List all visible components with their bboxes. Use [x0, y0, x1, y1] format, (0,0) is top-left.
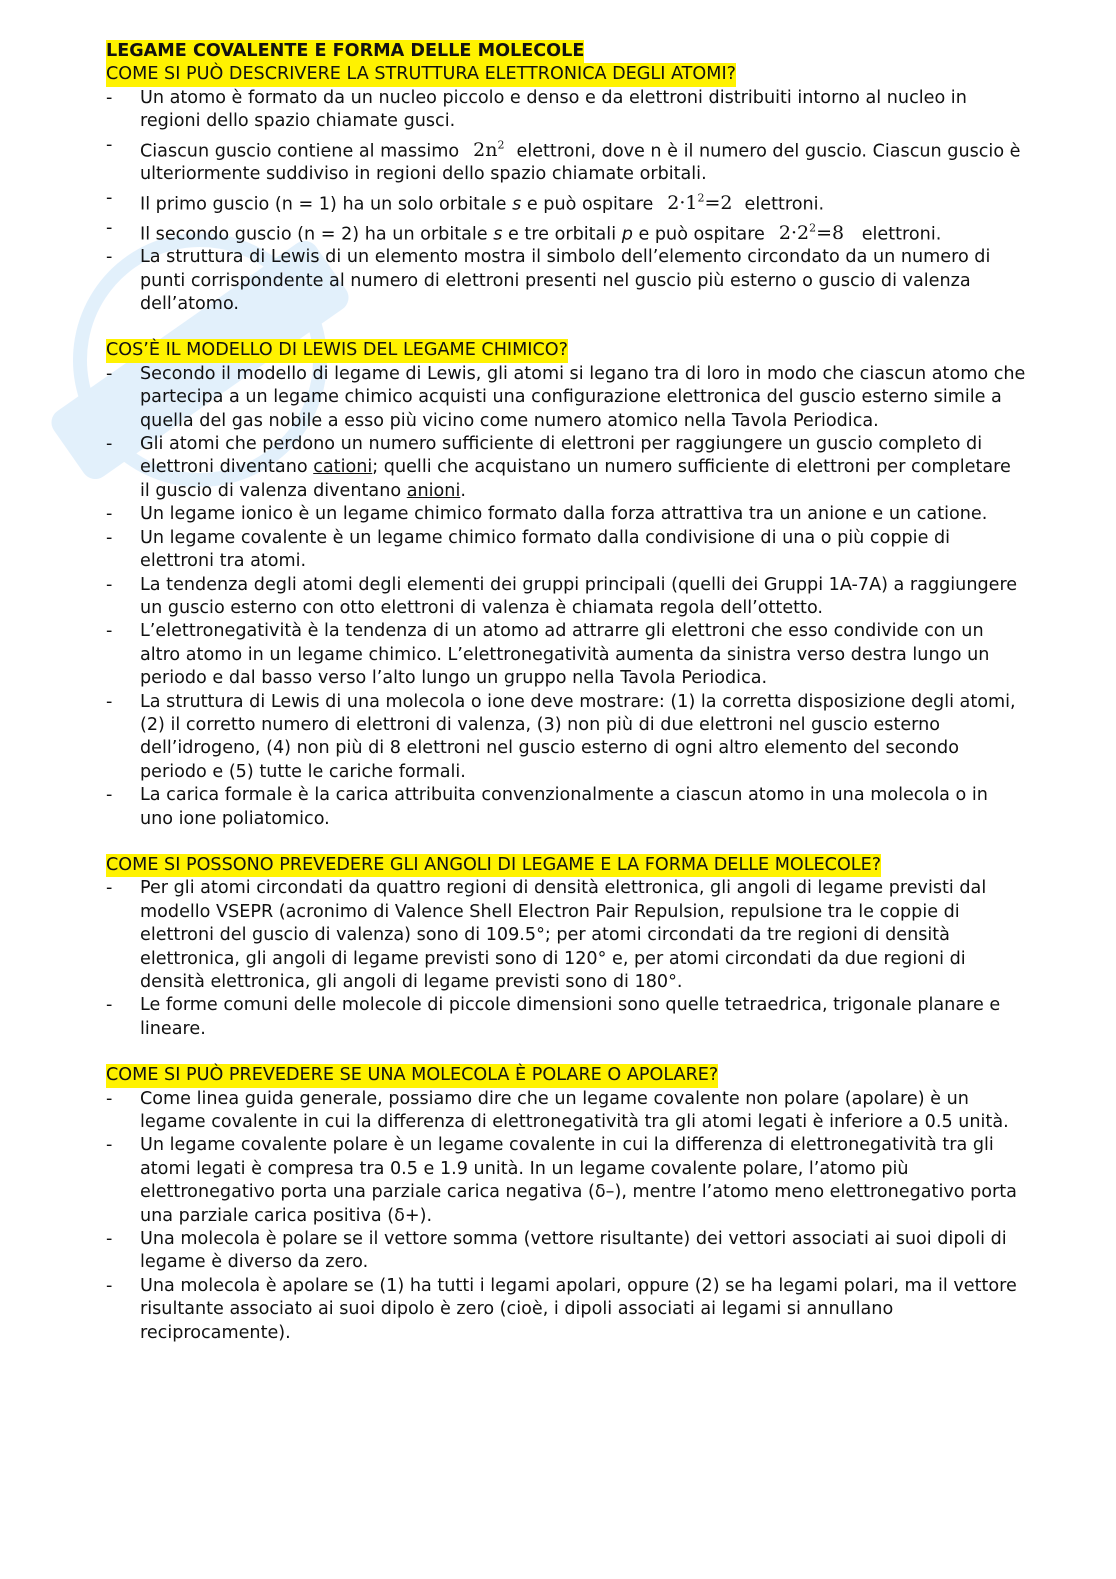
bullet-marker: -: [106, 878, 113, 899]
bullet-marker: -: [106, 134, 113, 155]
list-item: - La tendenza degli atomi degli elementi dei gruppi principali (quelli dei Gruppi 1A-7A) a raggiungere un guscio esterno con otto elettroni di valenza è chiamata regola dell’ottetto.: [106, 574, 1018, 618]
bullet-marker: -: [106, 247, 113, 268]
document-body: [106, 40, 1026, 1345]
bullet-marker: -: [106, 1088, 113, 1109]
list-item: - La struttura di Lewis di una molecola o ione deve mostrare: (1) la corretta disposizione degli atomi, (2) il corretto numero di elettroni di valenza, (3) non più di due elettroni nel guscio esterno dell’idrogeno, (4) non più di 8 elettroni nel guscio esterno di ogni altro elemento del secondo periodo e (5) tutte le cariche formali.: [106, 691, 1016, 782]
list-item: - Come linea guida generale, possiamo dire che un legame covalente non polare (apolare) è un legame covalente in cui la differenza di elettronegatività tra gli atomi legati è inferiore a 0.5 unità.: [106, 1088, 1009, 1133]
section-heading-bond-angles: COME SI POSSONO PREVEDERE GLI ANGOLI DI LEGAME E LA FORMA DELLE MOLECOLE?: [106, 854, 881, 877]
bullet-marker: -: [106, 691, 113, 712]
section-list-electronic-structure: [106, 87, 1026, 317]
bullet-marker: -: [106, 785, 113, 806]
list-item: - Il secondo guscio (n = 2) ha un orbitale s e tre orbitali p e può ospitare $2\cdot 2^2=8$ elettroni.: [106, 217, 942, 244]
bullet-marker: -: [106, 363, 113, 384]
section-heading-polarity: COME SI PUÒ PREVEDERE SE UNA MOLECOLA È POLARE O APOLARE?: [106, 1064, 718, 1087]
list-item: - Un legame covalente è un legame chimico formato dalla condivisione di una o più coppie di elettroni tra atomi.: [106, 527, 951, 572]
section-list-bond-angles: [106, 877, 1026, 1041]
formula-2-times-1-squared: $2\cdot 1^2=2$: [667, 191, 733, 215]
list-item: - Una molecola è polare se il vettore somma (vettore risultante) dei vettori associati ai suoi dipoli di legame è diverso da zero.: [106, 1229, 1007, 1273]
bullet-marker: -: [106, 621, 113, 642]
list-item: - Secondo il modello di legame di Lewis, gli atomi si legano tra di loro in modo che ciascun atomo che partecipa a un legame chimico acquisti una configurazione elettronica del guscio esterno simile a quella del gas nobile a esso più vicino come numero atomico nella Tavola Periodica.: [106, 363, 1026, 431]
list-item: - Per gli atomi circondati da quattro regioni di densità elettronica, gli angoli di legame previsti dal modello VSEPR (acronimo di Valence Shell Electron Pair Repulsion, repulsione tra le coppie di elettroni del guscio di valenza) sono di 109.5°; per atomi circondati da tre regioni di densità elettronica, gli angoli di legame previsti sono di 120° e, per atomi circondati da due regioni di densità elettronica, gli angoli di legame previsti sono di 180°.: [106, 878, 987, 993]
term-cationi: cationi: [313, 457, 373, 478]
section-list-polarity: [106, 1088, 1026, 1345]
bullet-marker: -: [106, 187, 113, 208]
section-heading-electronic-structure: COME SI PUÒ DESCRIVERE LA STRUTTURA ELETTRONICA DEGLI ATOMI?: [106, 63, 736, 86]
term-anioni: anioni: [406, 480, 461, 501]
list-item: - Le forme comuni delle molecole di piccole dimensioni sono quelle tetraedrica, trigonale planare e lineare.: [106, 995, 1001, 1039]
formula-2-times-2-squared: $2\cdot 2^2=8$: [778, 221, 845, 244]
section-heading-lewis-model: COS’È IL MODELLO DI LEWIS DEL LEGAME CHIMICO?: [106, 339, 568, 362]
list-item: - Un atomo è formato da un nucleo piccolo e denso e da elettroni distribuiti intorno al nucleo in regioni dello spazio chiamate gusci.: [106, 87, 967, 132]
bullet-marker: -: [106, 504, 113, 525]
list-item: - Una molecola è apolare se (1) ha tutti i legami apolari, oppure (2) se ha legami polari, ma il vettore risultante associato ai suoi dipolo è zero (cioè, i dipoli associati ai legami si annullano reciprocamente).: [106, 1275, 1017, 1343]
bullet-marker: -: [106, 434, 113, 455]
bullet-marker: -: [106, 217, 113, 238]
list-item: - Un legame ionico è un legame chimico formato dalla forza attrattiva tra un anione e un catione.: [106, 503, 1026, 526]
list-item: - La struttura di Lewis di un elemento mostra il simbolo dell’elemento circondato da un numero di punti corrispondente al numero di elettroni presenti nel guscio più esterno o guscio di valenza dell’atomo.: [106, 247, 991, 315]
list-item: - Un legame covalente polare è un legame covalente in cui la differenza di elettronegatività tra gli atomi legati è compresa tra 0.5 e 1.9 unità. In un legame covalente polare, l’atomo più elettronegativo porta una parziale carica negativa (δ–), mentre l’atomo meno elettronegativo porta una parziale carica positiva (δ+).: [106, 1135, 1017, 1226]
formula-2n2: $2n^2$: [473, 138, 505, 161]
bullet-marker: -: [106, 87, 113, 108]
bullet-marker: -: [106, 574, 113, 595]
section-list-lewis-model: [106, 363, 1026, 831]
list-item: - Il primo guscio (n = 1) ha un solo orbitale s e può ospitare $2\cdot 1^2=2$ elettroni.: [106, 187, 825, 215]
bullet-marker: -: [106, 995, 113, 1016]
list-item: - L’elettronegatività è la tendenza di un atomo ad attrarre gli elettroni che esso condivide con un altro atomo in un legame chimico. L’elettronegatività aumenta da sinistra verso destra lungo un periodo e dal basso verso l’alto lungo un gruppo nella Tavola Periodica.: [106, 621, 990, 689]
list-item: - Ciascun guscio contiene al massimo $2n^2$ elettroni, dove n è il numero del guscio. Ciascun guscio è ulteriormente suddiviso in regioni dello spazio chiamate orbitali.: [106, 134, 1021, 185]
bullet-marker: -: [106, 1135, 113, 1156]
document-title: LEGAME COVALENTE E FORMA DELLE MOLECOLE: [106, 40, 584, 63]
list-item: - Gli atomi che perdono un numero sufficiente di elettroni per raggiungere un guscio completo di elettroni diventano cationi; quelli che acquistano un numero sufficiente di elettroni per completare il guscio di valenza diventano anioni.: [106, 434, 1011, 501]
list-item: - La carica formale è la carica attribuita convenzionalmente a ciascun atomo in una molecola o in uno ione poliatomico.: [106, 785, 988, 829]
bullet-marker: -: [106, 1229, 113, 1250]
bullet-marker: -: [106, 1275, 113, 1296]
bullet-marker: -: [106, 527, 113, 548]
